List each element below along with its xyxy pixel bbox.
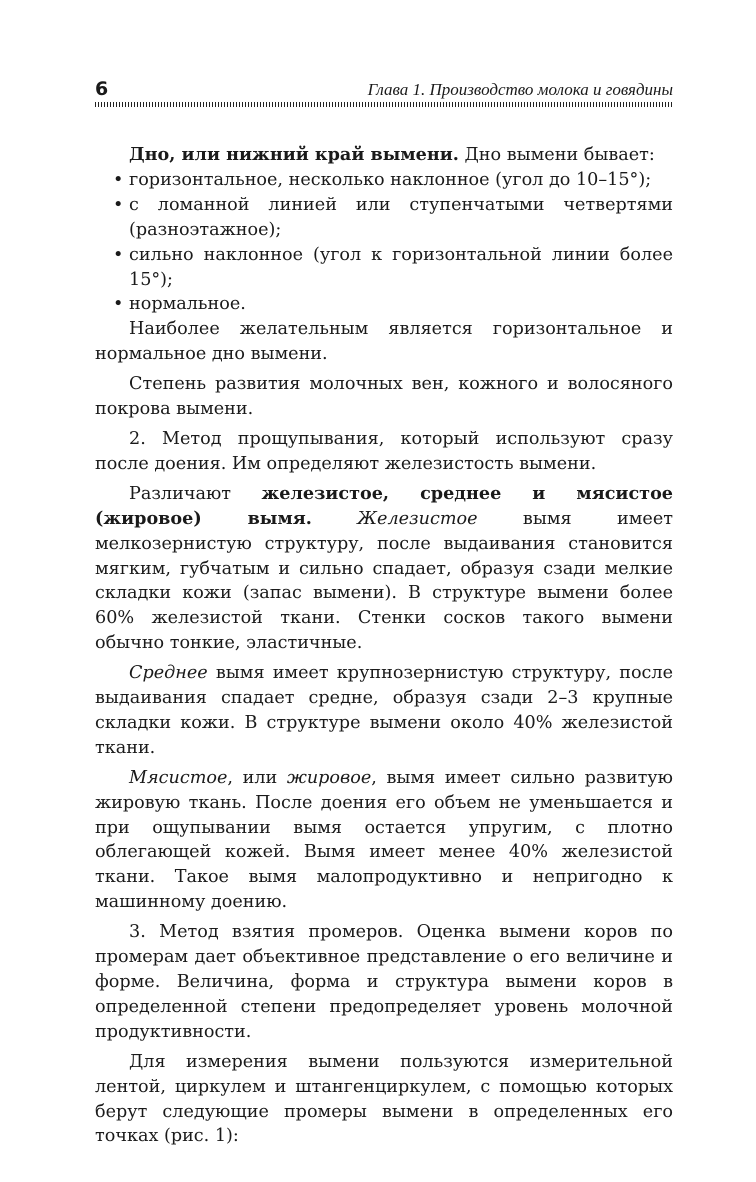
paragraph: 2. Метод прощупывания, который используют сразу после доения. Им определяют железистость вымени.: [95, 428, 673, 474]
bullet-icon: •: [113, 294, 124, 315]
list-item: • нормальное.: [95, 292, 673, 317]
list-item: • горизонтальное, несколько наклонное (угол до 10–15°);: [95, 168, 673, 193]
body-text: [95, 143, 673, 1149]
paragraph-udder-types: Различают железистое, среднее и мясистое (жировое) вымя. Железистое вымя имеет мелкозернистую структуру, после выдаивания становится мягким, губчатым и сильно спадает, образуя сзади мелкие складки кожи (запас вымени). В структуре вымени более 60% железистой ткани. Стенки сосков такого вымени обычно тонкие, эластичные.: [95, 482, 673, 654]
page-number: 6: [95, 78, 109, 100]
paragraph: Для измерения вымени пользуются измерительной лентой, циркулем и штангенциркулем, с помощью которых берут следующие промеры вымени в определенных его точках (рис. 1):: [95, 1051, 673, 1147]
bullet-icon: •: [113, 169, 124, 190]
running-title: Глава 1. Производство молока и говядины: [367, 80, 673, 99]
paragraph: Наиболее желательным является горизонтальное и нормальное дно вымени.: [95, 319, 673, 365]
udder-bottom-heading: Дно, или нижний край вымени.: [129, 144, 459, 165]
header-rule: [95, 102, 673, 107]
paragraph: Степень развития молочных вен, кожного и волосяного покрова вымени.: [95, 374, 673, 420]
bullet-icon: •: [113, 194, 124, 215]
bullet-icon: •: [113, 244, 124, 265]
page-header: [95, 78, 673, 100]
paragraph-udder-bottom: Дно, или нижний край вымени. Дно вымени бывает:: [129, 144, 655, 165]
paragraph: 3. Метод взятия промеров. Оценка вымени коров по промерам дает объективное представление о его величине и форме. Величина, форма и структура вымени коров в определенной степени предопределяет уровень молочной продуктивности.: [95, 922, 673, 1042]
udder-types-heading: железистое, среднее и мясистое (жировое) вымя.: [95, 482, 673, 529]
paragraph: Мясистое, или жировое, вымя имеет сильно развитую жировую ткань. После доения его объем не уменьшается и при ощупывании вымя остается упругим, с плотно облегающей кожей. Вымя имеет менее 40% железистой ткани. Такое вымя малопродуктивно и непригодно к машинному доению.: [95, 767, 673, 913]
paragraph: Среднее вымя имеет крупнозернистую структуру, после выдаивания спадает средне, образуя сзади 2–3 крупные складки кожи. В структуре вымени около 40% железистой ткани.: [95, 663, 673, 758]
list-item: • с ломанной линией или ступенчатыми четвертями (разноэтажное);: [95, 193, 673, 243]
list-item: • сильно наклонное (угол к горизонтальной линии более 15°);: [95, 243, 673, 293]
